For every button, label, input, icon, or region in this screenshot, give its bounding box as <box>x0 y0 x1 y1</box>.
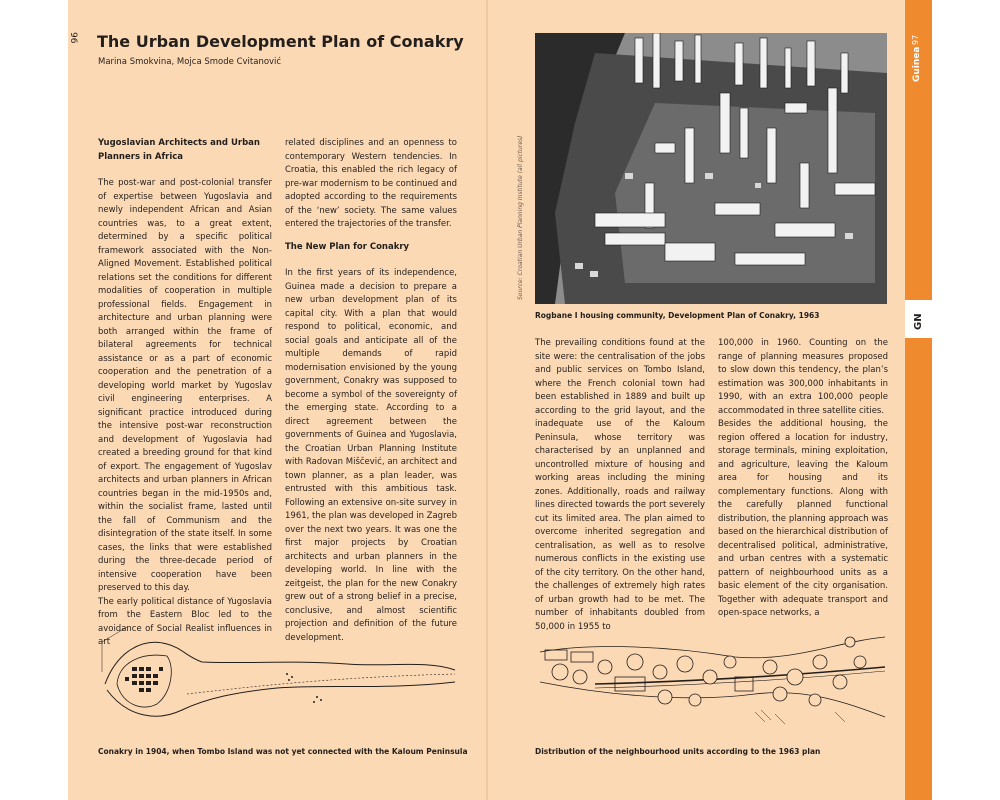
column-3 <box>535 337 705 634</box>
article-authors: Marina Smokvina, Mojca Smode Cvitanović <box>98 57 282 67</box>
paragraph: In the first years of its independence, Guinea made a decision to prepare a new urban development plan of its capital city. With a plan that would respond to political, economic, and social goals and anticipate all of the multiple demands of rapid modernisation envisioned by the young government, Conakry was supposed to become a symbol of the sovereignty of the emerging state. According to a direct agreement between the governments of Guinea and Yugoslavia, the Croatian Urban Planning Institute with Radovan Miščević, an architect and town planner, as a plan leader, was entrusted with this ambitious task. Following an extensive on-site survey in 1961, the plan was developed in Zagreb over the next two years. It was one the first major projects by Croatian architects and urban planners in the developing world. In line with the zeitgeist, the plan for the new Conakry grew out of a strong belief in a precise, conclusive, and almost scientific projection and definition of the future development. <box>285 268 458 643</box>
country-code: GN <box>913 313 924 330</box>
section-heading-2: The New Plan for Conakry <box>285 241 410 252</box>
paragraph: The early political distance of Yugoslavia from the Eastern Bloc led to the avoidance of Social Realist influences in art <box>98 596 272 647</box>
section-tab <box>905 0 932 800</box>
model-photo <box>535 33 887 304</box>
map-conakry-1904 <box>97 622 459 727</box>
paragraph: The prevailing conditions found at the site were: the centralisation of the jobs and public services on Tombo Island, where the French colonial town had been established in 1889 and built up according to the grid layout, and the inadequate use of the Kaloum Peninsula, whose territory was characterised by an unplanned and uncontrolled mixture of housing and working areas including the mining zones. Additionally, roads and railway lines directed towards the port severely cut its limited area. The plan aimed to overcome inherited segregation and centralisation, as well as to resolve numerous conflicts in the existing use of the city territory. On the other hand, the challenges of extremely high rates of urban growth had to be met. The number of inhabitants doubled from 50,000 in 1955 to <box>535 338 705 632</box>
paragraph: The post-war and post-colonial transfer of expertise between Yugoslavia and newly independent African and Asian countries was, to a great extent, determined by a specific political framework associated with the Non-Aligned Movement. Established political relations set the conditions for different modalities of cooperation in multiple professional fields. Engagement in architecture and urban planning were both arranged within the frame of bilateral agreements for technical assistance or as a part of economic cooperation and the penetration of a developing world market by Yugoslav civil engineering enterprises. A significant practice introduced during the intensive post-war reconstruction and development of Yugoslavia had created a breeding ground for that kind of export. The engagement of Yugoslav architects and urban planners in African countries began in the mid-1950s and, within the socialist frame, lasted until the fall of Communism and the disintegration of the state itself. In some cases, the links that were established during the three-decade period of intensive cooperation have been preserved to this day. <box>98 178 272 593</box>
paragraph: 100,000 in 1960. Counting on the range of planning measures proposed to slow down this tendency, the plan’s estimation was 300,000 inhabitants in 1990, with an extra 100,000 people accommodated in three satellite cities. <box>718 338 888 416</box>
column-4 <box>718 337 888 621</box>
column-2 <box>285 137 457 645</box>
map-neighbourhood-units-1963 <box>535 622 887 732</box>
paragraph: Besides the additional housing, the region offered a location for industry, storage terminals, mining exploitation, and agriculture, leaving the Kaloum area for housing and its complementary functions. Along with the carefully planned functional distribution, the planning approach was based on the hierarchical distribution of decentralised political, administrative, and urban centres with a systematic pattern of neighbourhood units as a basic element of the city organisation. Together with adequate transport and open-space networks, a <box>718 419 888 618</box>
page-number-left: 96 <box>68 32 78 44</box>
map-1963-caption: Distribution of the neighbourhood units according to the 1963 plan <box>535 747 821 756</box>
section-heading-1: Yugoslavian Architects and Urban Planners in Africa <box>98 138 260 162</box>
map-1904-caption: Conakry in 1904, when Tombo Island was not yet connected with the Kaloum Peninsula <box>98 747 468 756</box>
section-label: Guinea <box>912 46 922 82</box>
article-title: The Urban Development Plan of Conakry <box>97 32 464 51</box>
gutter <box>486 0 488 800</box>
photo-caption: Rogbane I housing community, Development Plan of Conakry, 1963 <box>535 311 820 320</box>
column-1 <box>98 137 272 650</box>
page-number-right: 97 <box>911 34 920 45</box>
paragraph: related disciplines and an openness to contemporary Western tendencies. In Croatia, this enabled the rich legacy of pre-war modernism to be continued and adopted according to the requirements of the ‘new’ society. The same values entered the trajectories of the transfer. <box>285 138 457 229</box>
photo-source-credit: Source: Croatian Urban Planning Institute (all pictures) <box>517 135 524 300</box>
